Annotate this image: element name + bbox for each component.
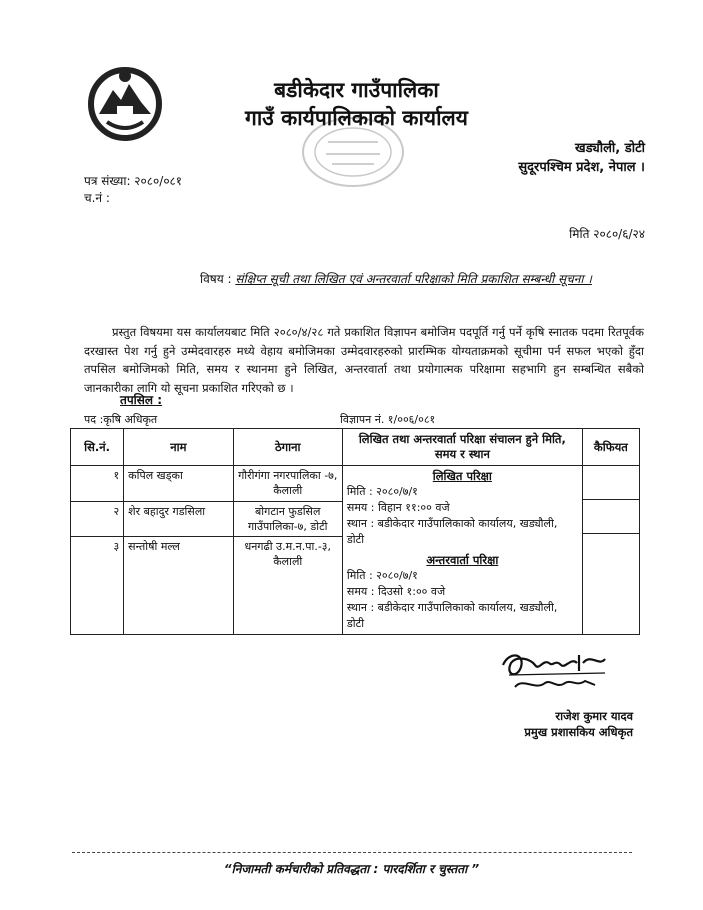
antarbarta-date: मिति : २०८०/७/१ [346,569,418,582]
footer-divider [72,852,632,853]
signatory-name: राजेश कुमार यादव [555,709,633,723]
row-sn: १ [71,466,124,502]
row-sn: २ [71,501,124,537]
likhit-heading: लिखित परिक्षा [432,469,492,483]
address-line1: खड्यौली, डोटी [574,141,645,156]
row-address: बोगटान फुडसिल गाउँपालिका-७, डोटी [233,501,342,537]
row-name: शेर बहादुर गडसिला [124,501,233,537]
likhit-date: मिति : २०८०/७/१ [346,485,418,498]
header-remarks: कैफियत [582,429,639,466]
patra-sankhya: पत्र संख्या: २०८०/०८१ [84,174,183,188]
exam-details-cell [342,466,582,635]
likhit-venue: स्थान : बडीकेदार गाउँपालिकाको कार्यालय, खड्यौली, डोटी [346,517,558,546]
header-address: ठेगाना [233,429,342,466]
remarks-slot [583,500,639,534]
advertisement-number: विज्ञापन नं. १/००६/०८१ [340,413,436,426]
subject-label: विषय : [200,272,232,286]
subject-line [200,270,592,287]
footer-motto: “निजामती कर्मचारीको प्रतिवद्धता : पारदर्शिता र चुस्तता ” [223,862,480,876]
row-address: धनगढी उ.म.न.पा.-३, कैलाली [233,537,342,635]
header-name: नाम [124,429,233,466]
header-exam-details: लिखित तथा अन्तरवार्ता परिक्षा संचालन हुने मिति, समय र स्थान [342,429,582,466]
org-name-line1: बडीकेदार गाउँपालिका [274,78,439,102]
post-name: पद :कृषि अधिकृत [84,413,158,426]
row-sn: ३ [71,537,124,635]
table-header-row [71,429,640,466]
likhit-time: समय : विहान ११:०० वजे [346,501,450,514]
row-name: कपिल खड्का [124,466,233,502]
table-row [71,466,640,502]
row-address: गौरीगंगा नगरपालिका -७, कैलाली [233,466,342,502]
tapsil-heading: तपसिल : [120,393,162,407]
signatory-title: प्रमुख प्रशासकिय अधिकृत [524,725,633,739]
date: मिति २०८०/६/२४ [569,227,645,241]
address-line2: सुदूरपश्चिम प्रदेश, नेपाल । [518,160,645,175]
handwritten-signature [495,645,615,700]
antarbarta-venue: स्थान : बडीकेदार गाउँपालिकाको कार्यालय, खड्यौली, डोटी [346,601,558,630]
header-sn: सि.नं. [71,429,124,466]
antarbarta-time: समय : दिउसो १:०० वजे [346,585,446,598]
remarks-cell [582,466,639,635]
candidate-table [70,428,640,635]
remarks-slot [583,466,639,500]
subject-text: संक्षिप्त सूची तथा लिखित एवं अन्तरवार्ता परिक्षाको मिति प्रकाशित सम्बन्धी सूचना । [235,272,592,286]
body-text: प्रस्तुत विषयमा यस कार्यालयबाट मिति २०८०/४/२८ गते प्रकाशित विज्ञापन बमोजिम पदपूर्ति गर्नु पर्ने कृषि स्नातक पदमा रितपूर्वक दरखास्त पेश गर्नु हुने उम्मेदवारहरु मध्ये वेहाय बमोजिमका उम्मेदवारहरुको प्रारम्भिक योग्यताक्रमको सूचीमा पर्न सफल भएको हुँदा तपसिल बमोजिमको मिति, समय र स्थानमा हुने लिखित, अन्तरवार्ता तथा प्रयोगात्मक परिक्षामा सहभागि हुन सम्बन्धित सबैको जानकारीका लागि यो सूचना प्रकाशित गरिएको छ । [84,325,644,395]
chalani-number: च.नं : [84,191,110,205]
antarbarta-heading: अन्तरवार्ता परिक्षा [426,553,499,567]
org-name-line2: गाउँ कार्यपालिकाको कार्यालय [245,106,468,130]
body-paragraph [84,323,644,397]
row-name: सन्तोषी मल्ल [124,537,233,635]
